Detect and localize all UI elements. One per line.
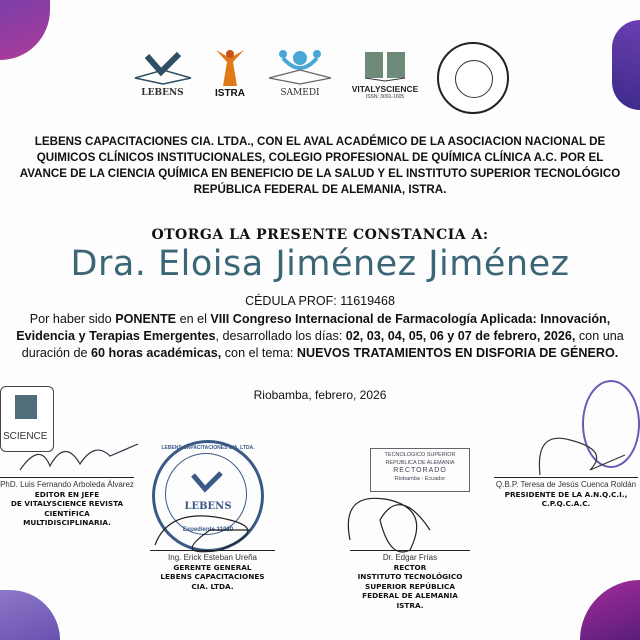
signature-line [494, 477, 638, 478]
lebens-logo [125, 48, 200, 98]
istra-logo-text: ISTRA [215, 88, 245, 99]
signatory-role: C.P.Q.C.A.C. [541, 499, 591, 508]
decorative-corner-top-left [0, 0, 50, 60]
signatory-role: MULTIDISCIPLINARIA. [23, 518, 111, 527]
decorative-corner-bottom-left [0, 590, 60, 640]
microscope-icon [15, 395, 37, 419]
lebens-seal-ring-text: LEBENS CAPACITACIONES CIA. LTDA. [161, 445, 255, 451]
vitalyscience-logo-text: VITALYSCIENCE [351, 84, 419, 94]
signatory-role: DE VITALYSCIENCE REVISTA [10, 499, 124, 508]
open-book-icon [363, 50, 407, 82]
vitaly-box-text: SCIENCE [3, 431, 48, 442]
signature-cuenca [530, 420, 630, 480]
signatory-frias [350, 550, 470, 610]
signature-line [0, 477, 134, 478]
rectorado-line-4: Riobamba - Ecuador [394, 476, 446, 482]
signatory-urena [150, 550, 275, 591]
lebens-check-icon [133, 48, 193, 86]
place-date: Riobamba, febrero, 2026 [253, 388, 387, 402]
issuer-statement [10, 134, 630, 198]
signatory-name: Dr. Edgar Frías [382, 553, 438, 562]
body-text: con el tema: [221, 346, 297, 360]
professional-id: CÉDULA PROF: 11619468 [245, 294, 395, 308]
vitalyscience-logo [345, 50, 425, 100]
signatory-name: Ing. Erick Esteban Ureña [168, 553, 257, 562]
body-event: VIII Congreso Internacional de Farmacología Aplicada: Innovación, Evidencia y Terapias Emergentes [16, 312, 611, 343]
rectorado-line-2: REPUBLICA DE ALEMANIA [385, 460, 455, 466]
signatory-name: Q.B.P. Teresa de Jesús Cuenca Roldán [495, 480, 637, 489]
signature-line [150, 550, 275, 551]
signatory-role: GERENTE GENERAL [173, 562, 252, 572]
body-hours: 60 horas académicas, [91, 346, 222, 360]
signatory-role: RECTOR [393, 562, 427, 572]
rectorado-line-1: TECNOLOGICO SUPERIOR [384, 452, 456, 458]
certificate-body [4, 311, 636, 362]
signatory-role: CIA. LTDA. [191, 581, 234, 591]
signatory-cuenca [494, 477, 638, 509]
anqci-seal [437, 42, 509, 114]
signatory-arboleda [0, 477, 134, 528]
samedi-people-icon [265, 48, 335, 86]
signatory-role: EDITOR EN JEFE [34, 489, 100, 499]
lebens-seal-center: LEBENS [184, 501, 232, 512]
istra-figure-icon [213, 48, 247, 86]
signature-line [350, 550, 470, 551]
body-text: Por haber sido [29, 312, 116, 326]
body-dates: 02, 03, 04, 05, 06 y 07 de febrero, 2026, [345, 329, 576, 343]
decorative-corner-top-right [612, 20, 640, 110]
signatory-role: PRESIDENTE DE LA A.N.Q.C.I., [504, 489, 628, 499]
signature-arboleda [10, 436, 140, 476]
istra-logo [210, 48, 250, 99]
body-text: con una duración de [21, 329, 624, 360]
body-text: en el [176, 312, 211, 326]
issuer-line-3: AVANCE DE LA CIENCIA QUÍMICA EN BENEFICIO DE LA SALUD Y EL INSTITUTO SUPERIOR TECNOLÓGICO [19, 167, 621, 180]
grant-heading: OTORGA LA PRESENTE CONSTANCIA A: [151, 227, 489, 243]
samedi-logo-text: SAMEDI [280, 88, 320, 98]
recipient-name: Dra. Eloisa Jiménez Jiménez [70, 244, 570, 284]
issuer-line-1: LEBENS CAPACITACIONES CIA. LTDA., CON EL AVAL ACADÉMICO DE LA ASOCIACION NACIONAL DE [34, 135, 606, 148]
signature-frias [340, 480, 450, 560]
lebens-logo-text: LEBENS [141, 88, 184, 98]
decorative-corner-bottom-right [580, 580, 640, 640]
signatory-role: CIENTÍFICA [44, 508, 90, 518]
signatory-name: PhD. Luis Fernando Arboleda Álvarez [0, 480, 134, 489]
signatory-role: LEBENS CAPACITACIONES [160, 572, 265, 581]
lebens-check-icon [187, 469, 227, 497]
issuer-line-4: REPÚBLICA FEDERAL DE ALEMANIA, ISTRA. [193, 183, 447, 196]
signatory-role: INSTITUTO TECNOLÓGICO [357, 572, 463, 581]
vitalyscience-issn: ISSN: 3091-1605 [365, 94, 405, 100]
signatory-role: FEDERAL DE ALEMANIA [362, 591, 458, 600]
body-topic: NUEVOS TRATAMIENTOS EN DISFORIA DE GÉNERO. [296, 346, 619, 360]
samedi-logo [260, 48, 340, 98]
issuer-line-2: QUIMICOS CLÍNICOS INSTITUCIONALES, COLEGIO PROFESIONAL DE QUÍMICA CLÍNICA A.C. POR EL [36, 151, 604, 164]
lebens-seal-bottom: Expediente 31920 [182, 527, 234, 533]
signatory-role: ISTRA. [396, 600, 424, 610]
signatory-role: SUPERIOR REPÚBLICA [364, 581, 455, 591]
rectorado-line-3: RECTORADO [393, 467, 447, 474]
body-role: PONENTE [115, 312, 177, 326]
body-text: , desarrollado los días: [215, 329, 346, 343]
